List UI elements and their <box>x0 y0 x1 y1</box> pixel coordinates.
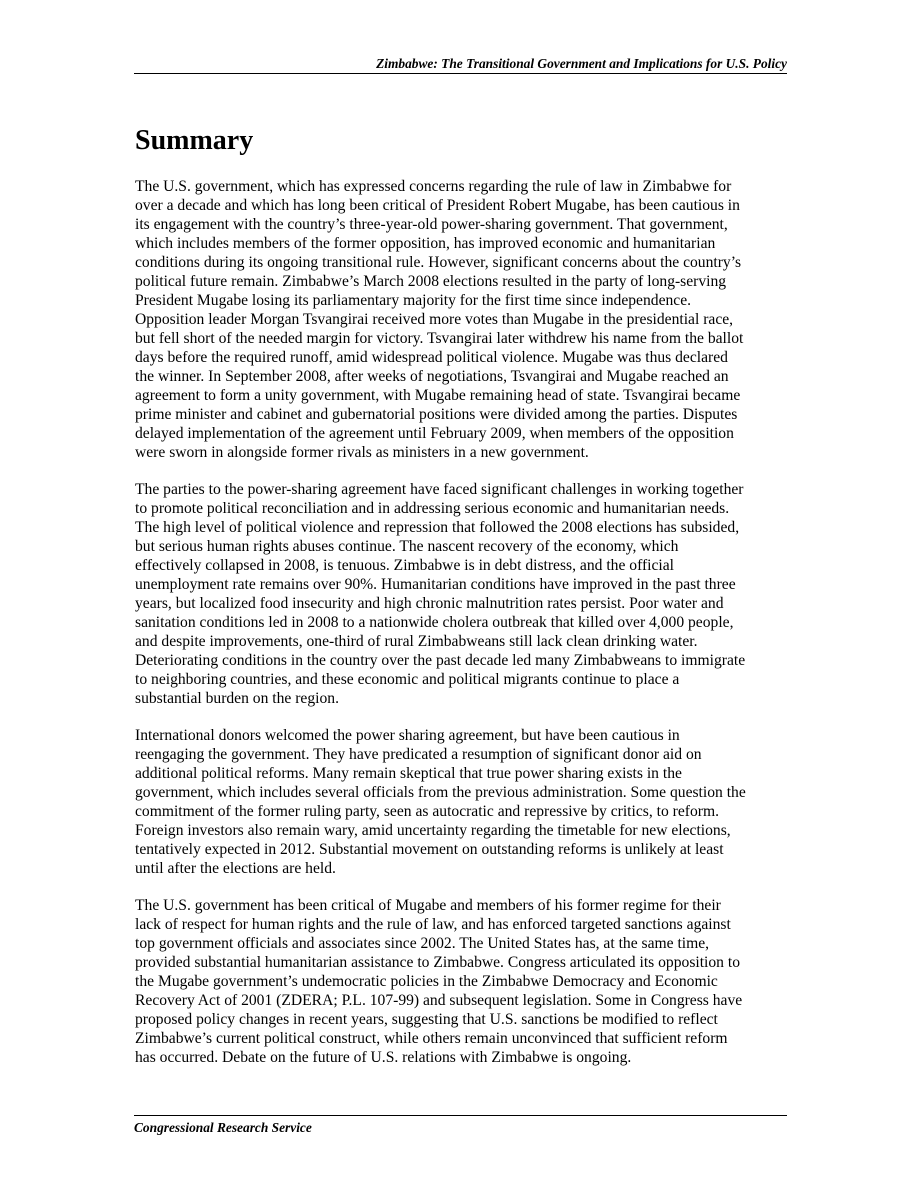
text-line: delayed implementation of the agreement until February 2009, when members of the opposition <box>135 425 734 442</box>
text-line: but fell short of the needed margin for victory. Tsvangirai later withdrew his name from the ballot <box>135 330 744 347</box>
text-line: which includes members of the former opposition, has improved economic and humanitarian <box>135 235 716 252</box>
paragraph-3 <box>135 726 787 878</box>
text-line: Recovery Act of 2001 (ZDERA; P.L. 107-99) and subsequent legislation. Some in Congress have <box>135 992 743 1009</box>
running-header: Zimbabwe: The Transitional Government and Implications for U.S. Policy <box>134 55 787 74</box>
text-line: agreement to form a unity government, with Mugabe remaining head of state. Tsvangirai became <box>135 387 741 404</box>
text-line: provided substantial humanitarian assistance to Zimbabwe. Congress articulated its opposition to <box>135 954 741 971</box>
text-line: sanitation conditions led in 2008 to a nationwide cholera outbreak that killed over 4,000 people, <box>135 614 734 631</box>
text-line: Deteriorating conditions in the country over the past decade led many Zimbabweans to immigrate <box>135 652 746 669</box>
text-line: commitment of the former ruling party, seen as autocratic and repressive by critics, to reform. <box>135 803 719 820</box>
text-line: its engagement with the country’s three-year-old power-sharing government. That government, <box>135 216 728 233</box>
text-line: Opposition leader Morgan Tsvangirai received more votes than Mugabe in the presidential race, <box>135 311 734 328</box>
paragraph-1 <box>135 177 787 462</box>
text-line: days before the required runoff, amid widespread political violence. Mugabe was thus declared <box>135 349 728 366</box>
text-line: proposed policy changes in recent years, suggesting that U.S. sanctions be modified to reflect <box>135 1011 718 1028</box>
text-line: top government officials and associates since 2002. The United States has, at the same time, <box>135 935 710 952</box>
text-line: The high level of political violence and repression that followed the 2008 elections has subsided, <box>135 519 740 536</box>
text-line: reengaging the government. They have predicated a resumption of significant donor aid on <box>135 746 702 763</box>
text-line: to neighboring countries, and these economic and political migrants continue to place a <box>135 671 680 688</box>
text-line: until after the elections are held. <box>135 860 336 877</box>
text-line: lack of respect for human rights and the rule of law, and has enforced targeted sanctions against <box>135 916 731 933</box>
text-line: President Mugabe losing its parliamentary majority for the first time since independence. <box>135 292 692 309</box>
text-line: tentatively expected in 2012. Substantial movement on outstanding reforms is unlikely at least <box>135 841 724 858</box>
text-line: the Mugabe government’s undemocratic policies in the Zimbabwe Democracy and Economic <box>135 973 718 990</box>
text-line: unemployment rate remains over 90%. Humanitarian conditions have improved in the past three <box>135 576 736 593</box>
text-line: political future remain. Zimbabwe’s March 2008 elections resulted in the party of long-serving <box>135 273 727 290</box>
text-line: years, but localized food insecurity and high chronic malnutrition rates persist. Poor water and <box>135 595 724 612</box>
text-line: government, which includes several officials from the previous administration. Some question the <box>135 784 746 801</box>
text-line: and despite improvements, one-third of rural Zimbabweans still lack clean drinking water. <box>135 633 698 650</box>
text-line: The parties to the power-sharing agreement have faced significant challenges in working together <box>135 481 744 498</box>
text-line: over a decade and which has long been critical of President Robert Mugabe, has been cautious in <box>135 197 740 214</box>
text-line: International donors welcomed the power sharing agreement, but have been cautious in <box>135 727 680 744</box>
text-line: the winner. In September 2008, after weeks of negotiations, Tsvangirai and Mugabe reached an <box>135 368 729 385</box>
text-line: were sworn in alongside former rivals as ministers in a new government. <box>135 444 589 461</box>
text-line: The U.S. government has been critical of Mugabe and members of his former regime for their <box>135 897 721 914</box>
text-line: Foreign investors also remain wary, amid uncertainty regarding the timetable for new elections, <box>135 822 731 839</box>
text-line: but serious human rights abuses continue. The nascent recovery of the economy, which <box>135 538 679 555</box>
text-line: The U.S. government, which has expressed concerns regarding the rule of law in Zimbabwe for <box>135 178 732 195</box>
section-title: Summary <box>135 125 254 156</box>
text-line: substantial burden on the region. <box>135 690 339 707</box>
text-line: has occurred. Debate on the future of U.S. relations with Zimbabwe is ongoing. <box>135 1049 632 1066</box>
text-line: prime minister and cabinet and gubernatorial positions were divided among the parties. Disputes <box>135 406 738 423</box>
text-line: effectively collapsed in 2008, is tenuous. Zimbabwe is in debt distress, and the official <box>135 557 675 574</box>
page-footer: Congressional Research Service <box>134 1115 787 1137</box>
text-line: to promote political reconciliation and in addressing serious economic and humanitarian needs. <box>135 500 730 517</box>
text-line: conditions during its ongoing transitional rule. However, significant concerns about the country’s <box>135 254 742 271</box>
paragraph-2 <box>135 480 787 708</box>
summary-body <box>135 177 787 1085</box>
text-line: additional political reforms. Many remain skeptical that true power sharing exists in the <box>135 765 682 782</box>
text-line: Zimbabwe’s current political construct, while others remain unconvinced that sufficient reform <box>135 1030 728 1047</box>
paragraph-4 <box>135 896 787 1067</box>
